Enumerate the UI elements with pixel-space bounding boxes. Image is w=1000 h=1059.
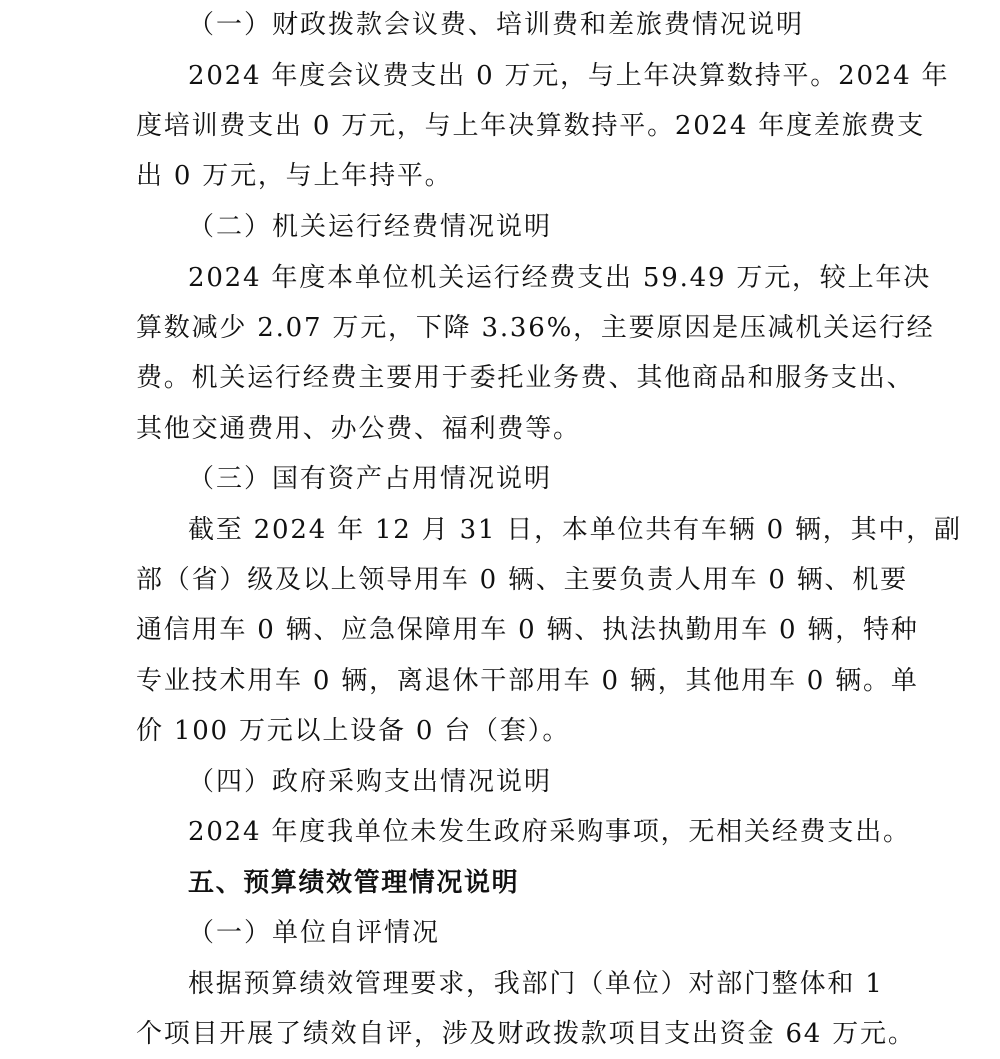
paragraph-line: 费。机关运行经费主要用于委托业务费、其他商品和服务支出、 bbox=[136, 363, 915, 393]
paragraph-line: 度培训费支出 0 万元，与上年决算数持平。2024 年度差旅费支 bbox=[136, 111, 926, 141]
paragraph-line: 2024 年度会议费支出 0 万元，与上年决算数持平。2024 年 bbox=[188, 61, 950, 91]
section-heading-performance-management: 五、预算绩效管理情况说明 bbox=[188, 868, 520, 898]
paragraph-line: 价 100 万元以上设备 0 台（套）。 bbox=[136, 716, 571, 746]
paragraph-line: 出 0 万元，与上年持平。 bbox=[136, 161, 453, 191]
paragraph-line: 通信用车 0 辆、应急保障用车 0 辆、执法执勤用车 0 辆，特种 bbox=[136, 615, 919, 645]
paragraph-line: 其他交通费用、办公费、福利费等。 bbox=[136, 414, 581, 444]
subheading-government-procurement: （四）政府采购支出情况说明 bbox=[188, 767, 553, 797]
paragraph-line: 算数减少 2.07 万元，下降 3.36%，主要原因是压减机关运行经 bbox=[136, 313, 935, 343]
paragraph-line: 个项目开展了绩效自评，涉及财政拨款项目支出资金 64 万元。 bbox=[136, 1019, 916, 1049]
subheading-state-assets: （三）国有资产占用情况说明 bbox=[188, 464, 553, 494]
paragraph-line: 截至 2024 年 12 月 31 日，本单位共有车辆 0 辆，其中，副 bbox=[188, 515, 962, 545]
paragraph-line: 专业技术用车 0 辆，离退休干部用车 0 辆，其他用车 0 辆。单 bbox=[136, 666, 919, 696]
subheading-operating-expenses: （二）机关运行经费情况说明 bbox=[188, 212, 553, 242]
paragraph-line: 2024 年度本单位机关运行经费支出 59.49 万元，较上年决 bbox=[188, 263, 931, 293]
paragraph-line: 根据预算绩效管理要求，我部门（单位）对部门整体和 1 bbox=[188, 969, 884, 999]
paragraph-line: 2024 年度我单位未发生政府采购事项，无相关经费支出。 bbox=[188, 817, 911, 847]
subheading-meeting-training-travel: （一）财政拨款会议费、培训费和差旅费情况说明 bbox=[188, 10, 805, 40]
subheading-self-evaluation: （一）单位自评情况 bbox=[188, 918, 441, 948]
paragraph-line: 部（省）级及以上领导用车 0 辆、主要负责人用车 0 辆、机要 bbox=[136, 565, 908, 595]
